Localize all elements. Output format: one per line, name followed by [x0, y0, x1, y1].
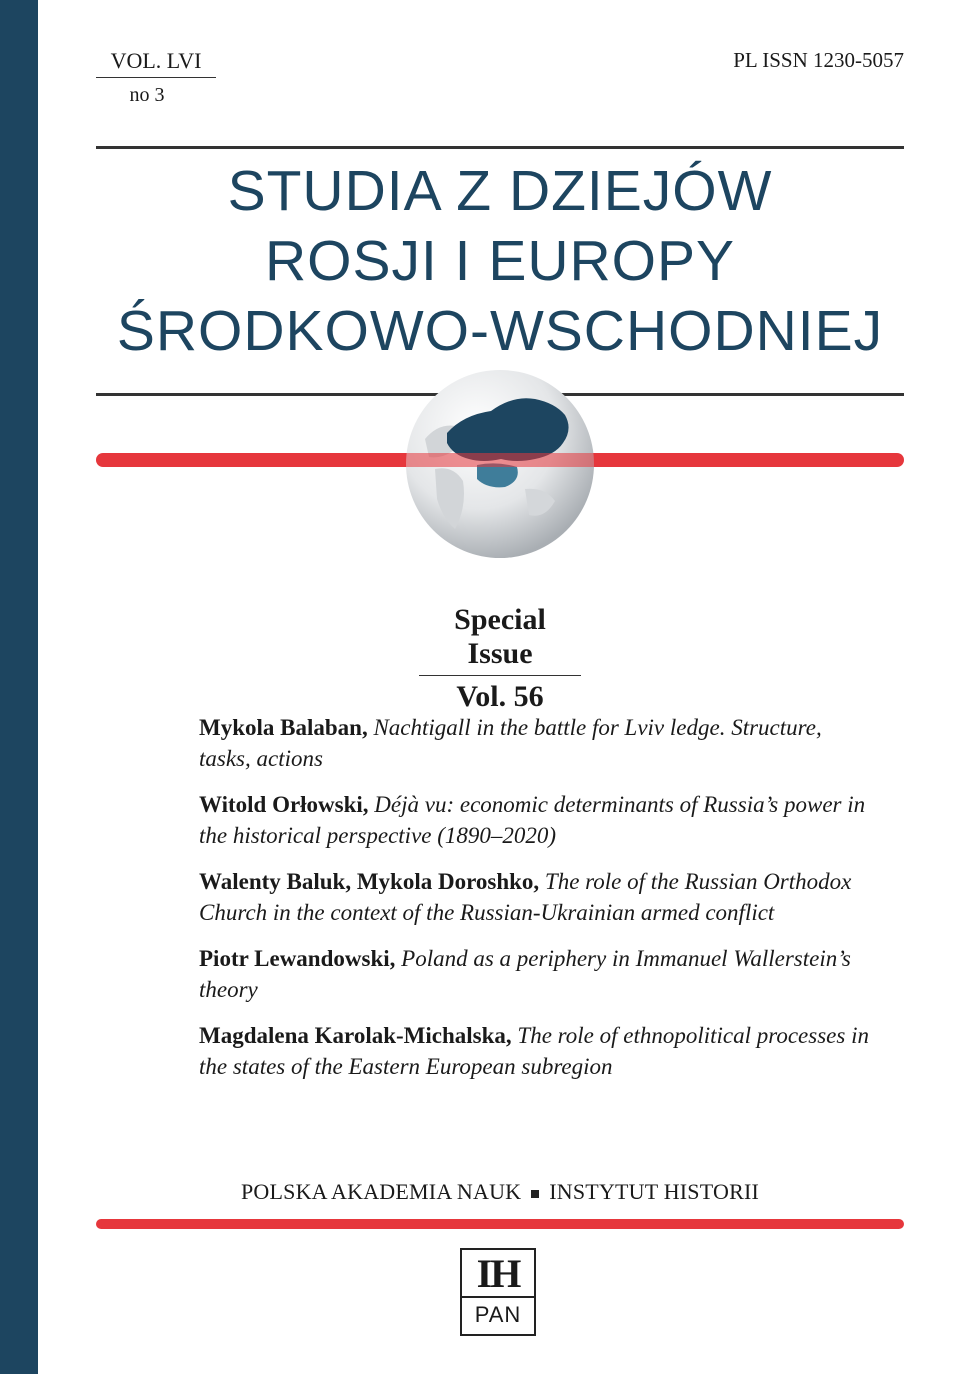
- article-title: Déjà vu: economic determinants of Russia’s power in the historical perspective (1890–2020): [199, 792, 866, 848]
- article-author: Witold Orłowski,: [199, 792, 369, 817]
- volume-roman: VOL. LVI: [96, 48, 216, 78]
- ih-pan-logo: [460, 1248, 536, 1336]
- journal-title-line3: ŚRODKOWO-WSCHODNIEJ: [116, 299, 884, 363]
- special-issue-block: [400, 603, 600, 714]
- journal-title-line2: ROSJI I EUROPY: [264, 229, 736, 293]
- article-author: Magdalena Karolak-Michalska,: [199, 1023, 512, 1048]
- article-author: Walenty Baluk, Mykola Doroshko,: [199, 869, 540, 894]
- table-of-contents: [199, 712, 879, 1097]
- article-title: Poland as a periphery in Immanuel Wallerstein’s theory: [199, 946, 851, 1002]
- publisher-academy: POLSKA AKADEMIA NAUK: [241, 1179, 522, 1204]
- title-rule-top: [96, 146, 904, 149]
- article-title: The role of ethnopolitical processes in the states of the Eastern European subregion: [199, 1023, 869, 1079]
- accent-bar-bottom: [96, 1219, 904, 1229]
- special-issue-volume: Vol. 56: [456, 680, 544, 713]
- article-author: Piotr Lewandowski,: [199, 946, 396, 971]
- list-item: [199, 866, 879, 928]
- list-item: [199, 712, 879, 774]
- list-item: [199, 943, 879, 1005]
- globe-russia-icon: [405, 369, 595, 559]
- publisher-institute: INSTYTUT HISTORII: [549, 1179, 759, 1204]
- separator-square: [531, 1190, 539, 1198]
- special-issue-label: Special Issue: [419, 603, 581, 676]
- list-item: [199, 1020, 879, 1082]
- logo-ih: IH: [462, 1252, 534, 1298]
- article-author: Mykola Balaban,: [199, 715, 368, 740]
- issn: PL ISSN 1230-5057: [733, 48, 904, 72]
- journal-title-line1: STUDIA Z DZIEJÓW: [227, 159, 773, 223]
- cover-spine: [0, 0, 38, 1374]
- article-title: Nachtigall in the battle for Lviv ledge. Structure, tasks, actions: [199, 715, 822, 771]
- list-item: [199, 789, 879, 851]
- volume-block: [96, 48, 216, 107]
- issue-number: no 3: [129, 84, 165, 106]
- article-title: The role of the Russian Orthodox Church in the context of the Russian-Ukrainian armed conflict: [199, 869, 852, 925]
- logo-pan: PAN: [474, 1302, 522, 1327]
- journal-title: [96, 156, 904, 366]
- publisher-line: [96, 1179, 904, 1205]
